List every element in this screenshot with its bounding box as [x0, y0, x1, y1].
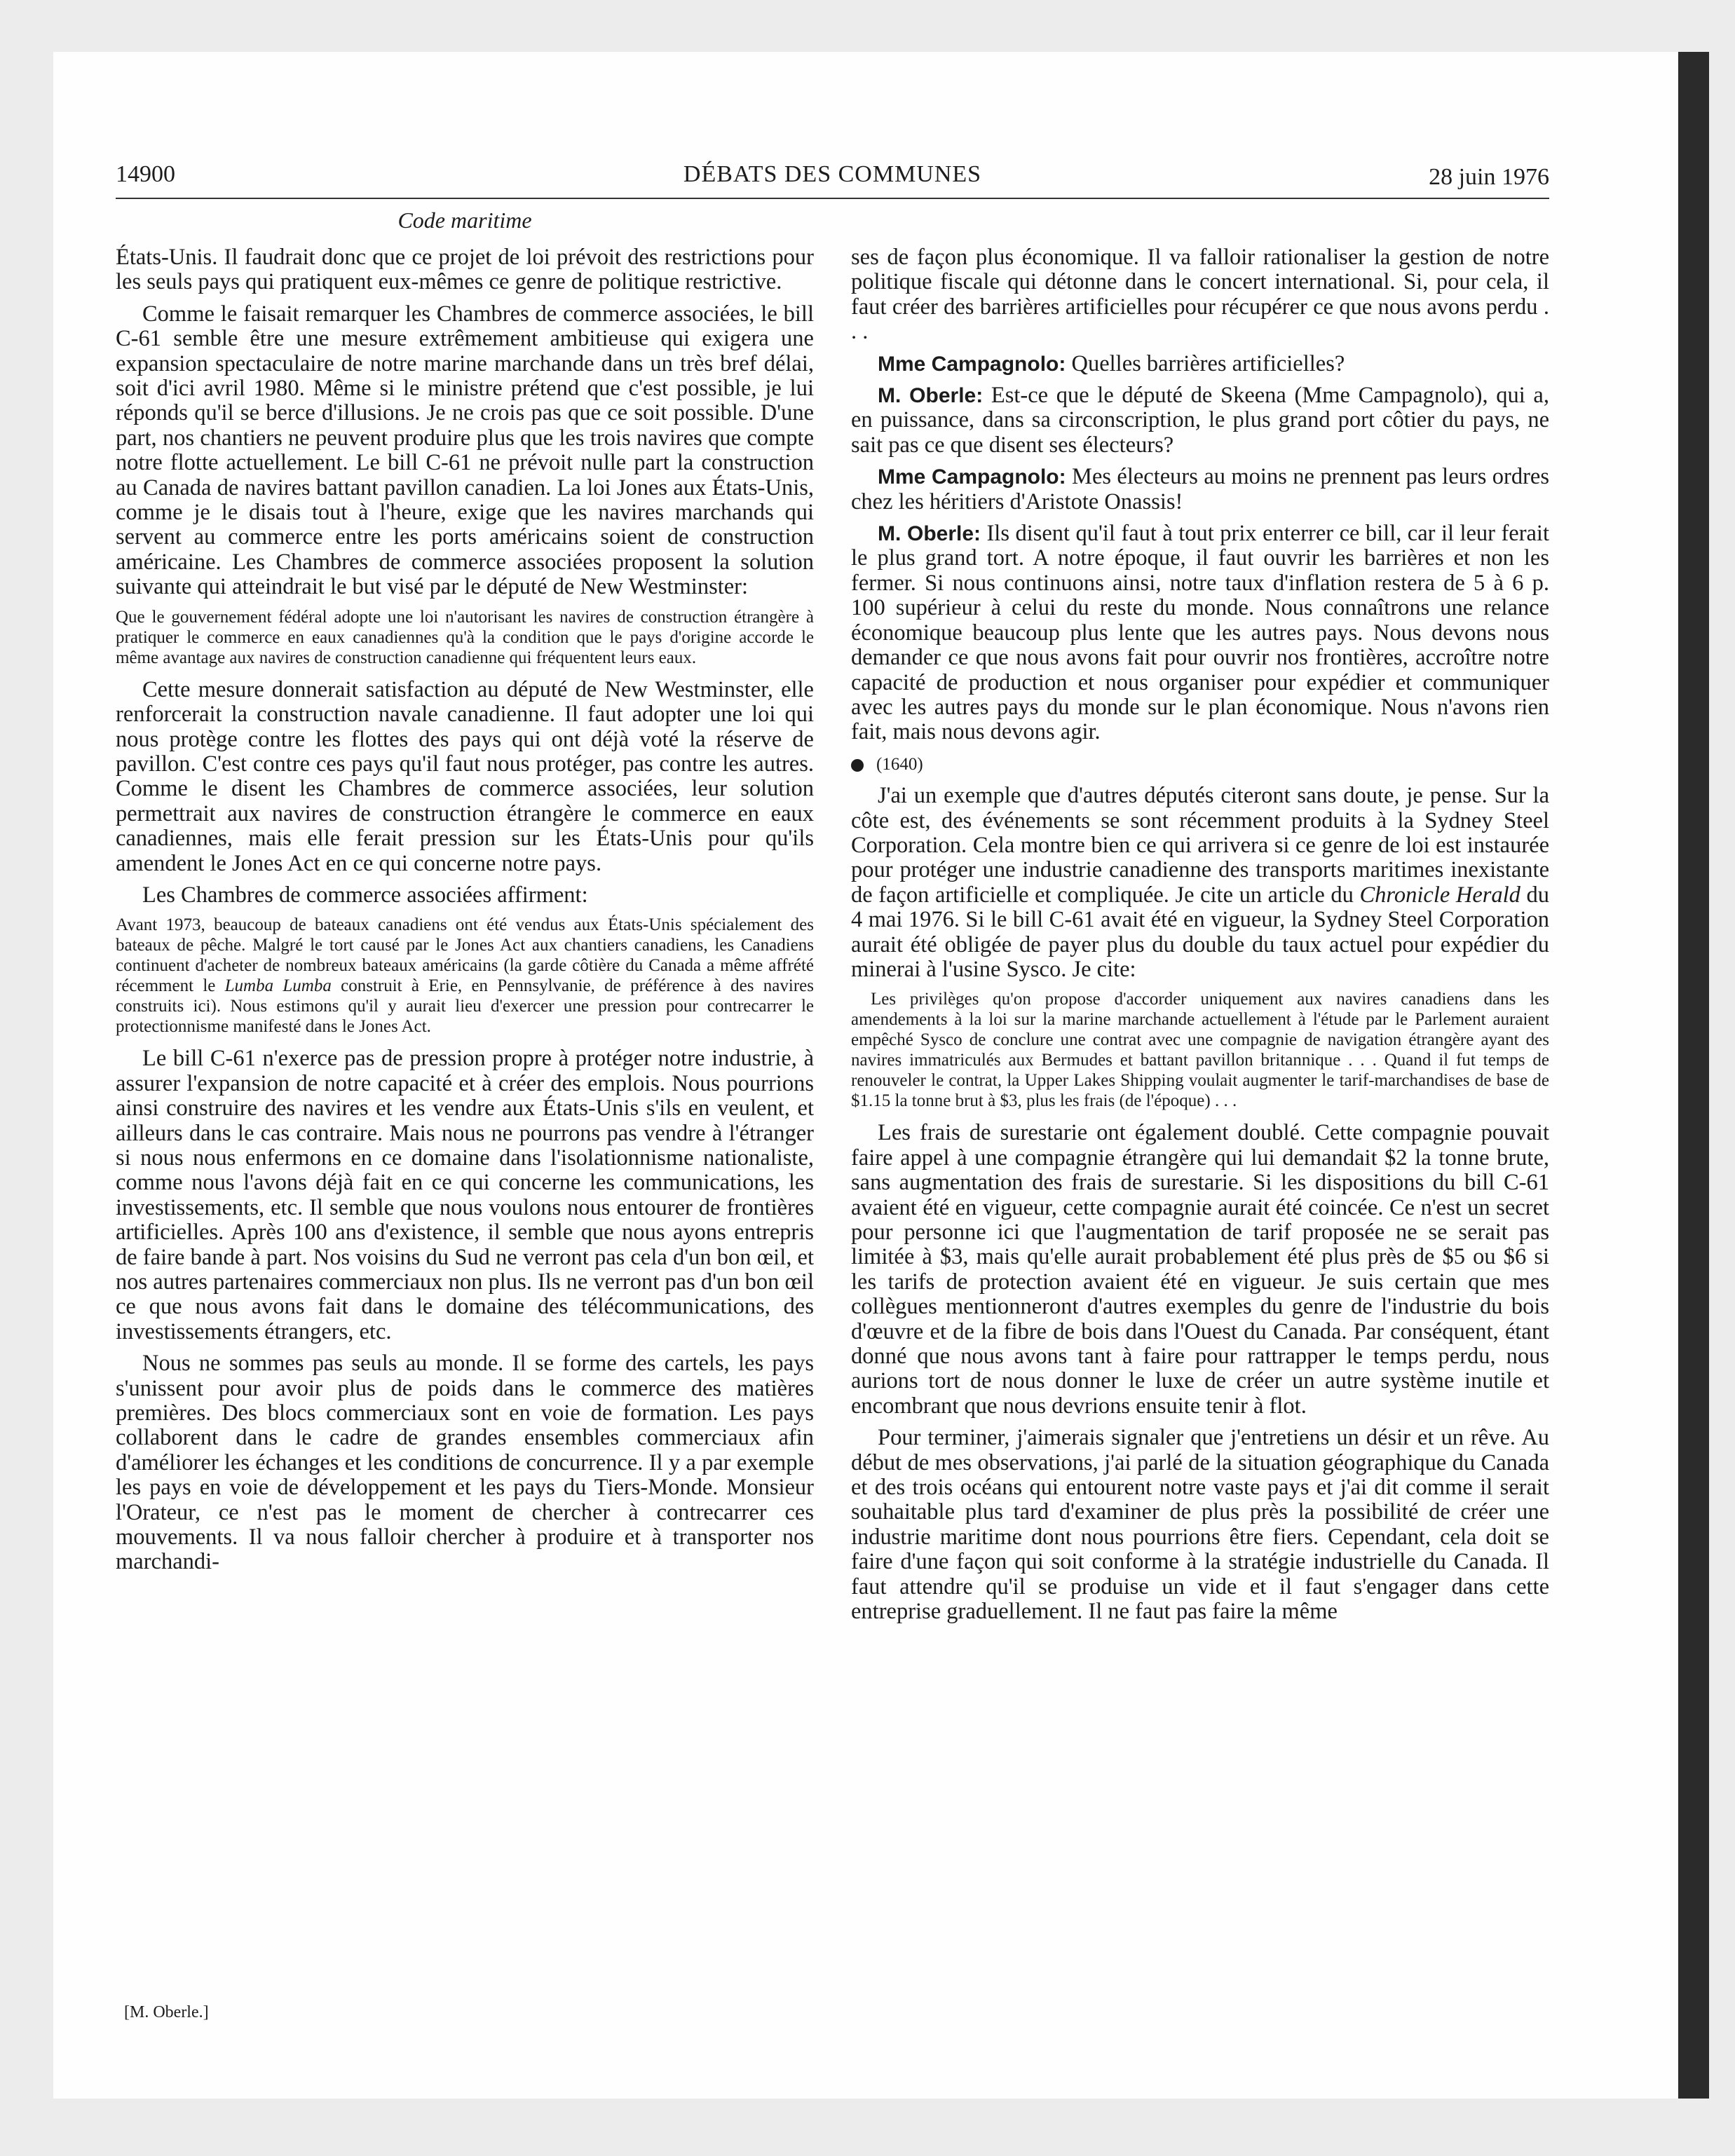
speech-text: Est-ce que le député de Skeena (Mme Campagnolo), qui a, en puissance, dans sa circonscription, le plus grand port côtier du pays, ne sait pas ce que disent ses électeurs? [851, 383, 1549, 458]
paragraph: Nous ne sommes pas seuls au monde. Il se forme des cartels, les pays s'unissent pour avoir plus de poids dans le commerce des matières premières. Des blocs commerciaux sont en voie de formation. Les pays collaborent dans le cadre de grandes ensembles commerciaux afin d'améliorer les échanges et les conditions de concurrence. Il y a par exemple les pays en voie de développement et les pays du Tiers-Monde. Monsieur l'Orateur, ce n'est pas le moment de chercher à contrecarrer ces mouvements. Il va nous falloir chercher à produire et à transporter nos marchandi- [116, 1351, 814, 1575]
paragraph-text: du 4 mai 1976. Si le bill C-61 avait été en vigueur, la Sydney Steel Corporation aurait été obligée de payer plus du double du taux actuel pour expédier du minerai à l'usine Sysco. Je cite: [851, 882, 1550, 982]
speech [851, 521, 1549, 745]
time-marker-text: (1640) [876, 754, 923, 774]
speech [851, 465, 1549, 514]
speech [851, 352, 1549, 376]
paragraph: Les frais de surestarie ont également doublé. Cette compagnie pouvait faire appel à une compagnie étrangère qui lui demandait $2 la tonne brute, sans augmentation des frais de surestarie. Si les dispositions du bill C-61 avaient été en vigueur, cette compagnie aurait été coincée. Ce n'est un secret pour personne ici que l'augmentation de tarif proposée ne se serait pas limitée à $3, mais qu'elle aurait probablement été plus près de $5 ou $6 si les tarifs de protection avaient été en vigueur. Je suis certain que mes collègues mentionneront d'autres exemples du genre de l'industrie du bois d'œuvre et de la fibre de bois dans l'Ouest du Canada. Par conséquent, étant donné que nous avons tant à faire pour rattrapper le temps perdu, nous aurions tort de nous donner le luxe de créer un autre système inutile et encombrant que nous devrions ensuite tenir à flot. [851, 1120, 1549, 1419]
time-marker [851, 752, 1549, 777]
subject-heading: Code maritime [397, 207, 532, 233]
page-header [116, 158, 1549, 199]
paragraph: Pour terminer, j'aimerais signaler que j'entretiens un désir et un rêve. Au début de mes observations, j'ai parlé de la situation géographique du Canada et des trois océans qui entourent notre vaste pays et j'ai dit comme il serait souhaitable plus tard d'examiner de plus près la possibilité de créer une industrie maritime dont nous pourrions être fiers. Cependant, cela doit se faire d'une façon qui soit conforme à la stratégie industrielle du Canada. Il faut attendre qu'il se produise un vide et il faut s'engager dans cette entreprise graduellement. Il ne faut pas faire la même [851, 1425, 1549, 1625]
speech-text: Mes électeurs au moins ne prennent pas leurs ordres chez les héritiers d'Aristote Onassis! [851, 464, 1549, 514]
paragraph: Les Chambres de commerce associées affirment: [142, 882, 588, 908]
speaker-name: Mme Campagnolo: [878, 352, 1066, 376]
speech-text: Ils disent qu'il faut à tout prix enterrer ce bill, car il leur ferait le plus grand tort. A notre époque, il faut ouvrir les barrières et non les fermer. Si nous continuons ainsi, notre taux d'inflation restera de 5 à 6 p. 100 supérieur à celui du reste du monde. Nous connaîtrons une relance économique beaucoup plus lente que les autres pays. Nous devons nous demander ce que nous avons fait pour ouvrir nos frontières, accroître notre capacité de production et nous organiser pour expédier et communiquer avec les autres pays du monde sur le plan économique. Nous n'avons rien fait, mais nous devons agir. [851, 521, 1549, 745]
bullet-dot-icon [851, 759, 864, 772]
speech [851, 383, 1549, 458]
paragraph: Comme le faisait remarquer les Chambres de commerce associées, le bill C-61 semble être une mesure extrêmement ambitieuse qui exigera une expansion spectaculaire de notre marine marchande dans un très bref délai, soit d'ici avril 1980. Même si le ministre prétend que c'est possible, je lui réponds qu'il se berce d'illusions. Je ne crois pas que ce soit possible. D'une part, nos chantiers ne peuvent produire plus que les trois navires que compte notre flotte actuellement. Le bill C-61 ne prévoit nulle part la construction au Canada de navires battant pavillon canadien. La loi Jones aux États-Unis, comme je le disais tout à l'heure, exige que les navires marchands qui servent au commerce entre les ports américains soient de construction américaine. Les Chambres de commerce associées proposent la solution suivante qui atteindrait le but visé par le député de New Westminster: [116, 301, 814, 600]
block-quote [116, 915, 814, 1037]
block-quote: Les privilèges qu'on propose d'accorder uniquement aux navires canadiens dans les amendements à la loi sur la marine marchande actuellement à l'étude par le Parlement auraient empêché Sysco de conclure une contrat avec une compagnie de navigation étrangère ayant des navires immatriculés aux Bermudes et battant pavillon britannique . . . Quand il fut temps de renouveler le contrat, la Upper Lakes Shipping voulait augmenter le tarif-marchandises de base de $1.15 la tonne brut à $3, plus les frais (de l'époque) . . . [851, 990, 1549, 1111]
paragraph: États-Unis. Il faudrait donc que ce projet de loi prévoit des restrictions pour les seuls pays qui pratiquent eux-mêmes ce genre de politique restrictive. [116, 245, 814, 295]
right-column [851, 245, 1549, 1632]
page-number: 14900 [116, 161, 175, 187]
paragraph: ses de façon plus économique. Il va falloir rationaliser la gestion de notre politique fiscale qui détonne dans le concert international. Si, pour cela, il faut créer des barrières artificielles pour récupérer ce que nous avons perdu . . . [851, 245, 1549, 345]
block-quote: Que le gouvernement fédéral adopte une loi n'autorisant les navires de construction étrangère à pratiquer le commerce en eaux canadiennes qu'à la condition que le pays d'origine accorde le même avantage aux navires de construction canadienne qui fréquentent leurs eaux. [116, 607, 814, 667]
paragraph [851, 784, 1549, 982]
publication-title: DÉBATS DES COMMUNES [683, 161, 982, 187]
quote-text: construit à Erie, en Pennsylvanie, de préférence à des navires construits ici). Nous estimons qu'il y aurait lieu d'exercer une pression pour contrecarrer le protectionnisme manifesté dans le Jones Act. [116, 976, 814, 1037]
paragraph: Le bill C-61 n'exerce pas de pression propre à protéger notre industrie, à assurer l'expansion de notre capacité et à créer des emplois. Nous pourrions ainsi construire des navires et les vendre aux États-Unis s'ils en veulent, et ailleurs dans le cas contraire. Mais nous ne pourrons pas vendre à l'étranger si nous nous enfermons en ce domaine dans l'isolationnisme nationaliste, comme nous l'avons déjà fait en ce qui concerne les communications, les investissements, etc. Il semble que nous voulons nous entourer de frontières artificielles. Après 100 ans d'existence, il semble que nous ayons entrepris de faire bande à part. Nos voisins du Sud ne verront pas cela d'un bon œil, et nos autres partenaires commerciaux non plus. Ils ne verront pas d'un bon œil ce que nous avons fait dans le domaine des télécommunications, des investissements étrangers, etc. [116, 1046, 814, 1344]
paragraph-text: J'ai un exemple que d'autres députés citeront sans doute, je pense. Sur la côte est, des événements se sont récemment produits à la Sydney Steel Corporation. Cela montre bien ce qui arrivera si ce genre de loi est instaurée pour protéger une industrie canadienne des transports maritimes inexistante de façon artificielle et compliquée. Je cite un article du [851, 783, 1549, 908]
speaker-footnote: [M. Oberle.] [124, 2003, 209, 2021]
newspaper-name: Chronicle Herald [1359, 882, 1520, 908]
paragraph: Cette mesure donnerait satisfaction au député de New Westminster, elle renforcerait la construction navale canadienne. Il faut adopter une loi qui nous protège contre les flottes des pays qui ont déjà voté la réserve de pavillon. C'est contre ces pays qu'il faut nous protéger, pas contre les autres. Comme le disent les Chambres de commerce associées, leur solution permettrait aux navires de construction étrangère le commerce en eaux canadiennes, mais elle ferait pression sur les États-Unis pour qu'ils amendent le Jones Act en ce qui concerne notre pays. [116, 676, 814, 876]
scan-edge [1678, 52, 1709, 2099]
speaker-name: Mme Campagnolo: [878, 465, 1066, 489]
speech-text: Quelles barrières artificielles? [1066, 350, 1345, 376]
left-column [116, 245, 814, 1582]
speaker-name: M. Oberle: [878, 522, 981, 546]
page-date: 28 juin 1976 [1429, 164, 1549, 190]
quote-text: Avant 1973, beaucoup de bateaux canadiens ont été vendus aux États-Unis spécialement des bateaux de pêche. Malgré le tort causé par le Jones Act aux chantiers canadiens, les Canadiens continuent d'acheter de nombreux bateaux américains (la garde côtière du Canada a même affrété récemment le [116, 915, 814, 996]
ship-name: Lumba Lumba [224, 976, 332, 996]
speaker-name: M. Oberle: [878, 384, 984, 408]
